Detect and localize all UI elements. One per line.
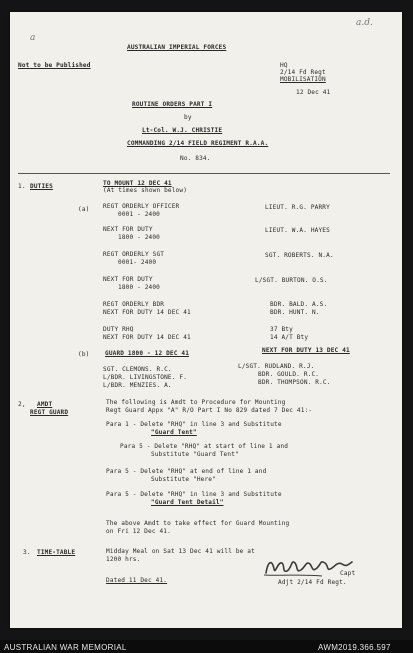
amendment-substitute: Substitute "Guard Tent" <box>151 451 239 458</box>
guard-heading: GUARD 1800 - 12 DEC 41 <box>105 350 190 357</box>
duty-next: NEXT FOR DUTY 14 DEC 41 <box>103 309 191 316</box>
amendment-intro: The following is Amdt to Procedure for Mounting <box>106 399 286 406</box>
section1-times-note: (At times shown below) <box>103 187 188 194</box>
guard-member: L/BDR. LIVINGSTONE. F. <box>103 374 188 381</box>
duty-role: REGT ORDERLY OFFICER <box>103 203 180 210</box>
duty-name: SGT. ROBERTS. N.A. <box>265 252 334 259</box>
duty-name: LIEUT. R.G. PARRY <box>265 204 330 211</box>
amendment-closing: The above Amdt to take effect for Guard Mounting <box>106 520 290 527</box>
amendment-substitute: Substitute "Here" <box>151 476 216 483</box>
footer-accession-number: AWM2019.366.597 <box>318 643 391 652</box>
section1-number: 1. <box>18 183 26 190</box>
amendment-para: Para 1 - Delete "RHQ" in line 3 and Substitute <box>106 421 282 428</box>
orders-heading: ROUTINE ORDERS PART I <box>132 101 213 108</box>
duty-battery: 37 Bty <box>270 326 293 333</box>
timetable-text: Midday Meal on Sat 13 Dec 41 will be at <box>106 548 255 555</box>
duty-name: L/SGT. BURTON. O.S. <box>255 277 328 284</box>
orders-number: No. 834. <box>180 155 211 162</box>
handwritten-mark-left: a <box>30 33 36 43</box>
location-label: MOBILISATION <box>280 76 326 83</box>
duty-time: 0001 - 2400 <box>118 211 161 218</box>
section1-mount-date: TO MOUNT 12 DEC 41 <box>103 180 172 187</box>
document-title: AUSTRALIAN IMPERIAL FORCES <box>127 44 227 51</box>
duty-name: LIEUT. W.A. HAYES <box>265 227 330 234</box>
guard-member: L/BDR. MENZIES. A. <box>103 382 172 389</box>
section2-heading: AMDT <box>37 401 53 408</box>
section3-heading: TIME-TABLE <box>37 549 76 556</box>
duty-role: DUTY RHQ <box>103 326 134 333</box>
timetable-text: 1200 hrs. <box>106 556 141 563</box>
signatory-rank: Capt <box>340 570 356 577</box>
duty-role: REGT ORDERLY BDR <box>103 301 165 308</box>
amendment-substitute: "Guard Tent Detail" <box>151 499 224 506</box>
next-guard-member: BDR. THOMPSON. R.C. <box>258 379 331 386</box>
unit-label: 2/14 Fd Regt <box>280 69 326 76</box>
next-guard-member: L/SGT. RUDLAND. R.J. <box>238 363 315 370</box>
section2-number: 2, <box>18 401 26 408</box>
orders-by: by <box>184 114 192 121</box>
duty-next: NEXT FOR DUTY 14 DEC 41 <box>103 334 191 341</box>
section1-heading: DUTIES <box>30 183 53 190</box>
footer-institution: AUSTRALIAN WAR MEMORIAL <box>4 643 127 652</box>
duty-role: NEXT FOR DUTY <box>103 276 153 283</box>
amendment-substitute: "Guard Tent" <box>151 429 197 436</box>
section-divider <box>18 173 390 174</box>
duty-time: 1800 - 2400 <box>118 234 161 241</box>
header-date: 12 Dec 41 <box>296 89 331 96</box>
duty-name: BDR. BALD. A.S. <box>270 301 328 308</box>
commanding-officer-name: Lt-Col. W.J. CHRISTIE <box>142 127 223 134</box>
handwritten-mark-right: a.d. <box>356 18 373 28</box>
duty-name: BDR. HUNT. N. <box>270 309 320 316</box>
amendment-intro: Regt Guard Appx "A" R/O Part I No 829 dated 7 Dec 41:- <box>106 407 313 414</box>
amendment-para: Para 5 - Delete "RHQ" in line 3 and Substitute <box>106 491 282 498</box>
duty-battery: 14 A/T Bty <box>270 334 309 341</box>
dated-line: Dated 11 Dec 41. <box>106 577 168 584</box>
amendment-para: Para 5 - Delete "RHQ" at end of line 1 and <box>106 468 267 475</box>
next-guard-member: BDR. GOULD. R.C. <box>258 371 320 378</box>
signatory-appointment: Adjt 2/14 Fd Regt. <box>278 579 347 586</box>
commanding-line: COMMANDING 2/14 FIELD REGIMENT R.A.A. <box>127 140 269 147</box>
hq-label: HQ <box>280 62 288 69</box>
sub-a-label: (a) <box>78 206 90 213</box>
next-guard-heading: NEXT FOR DUTY 13 DEC 41 <box>262 347 350 354</box>
section2-heading-sub: REGT GUARD <box>30 409 69 416</box>
duty-role: REGT ORDERLY SGT <box>103 251 165 258</box>
sub-b-label: (b) <box>78 351 90 358</box>
amendment-closing: on Fri 12 Dec 41. <box>106 528 171 535</box>
duty-time: 1800 - 2400 <box>118 284 161 291</box>
guard-member: SGT. CLEMONS. R.C. <box>103 366 172 373</box>
duty-role: NEXT FOR DUTY <box>103 226 153 233</box>
restriction-notice: Not to be Published <box>18 62 91 69</box>
duty-time: 0001- 2400 <box>118 259 157 266</box>
amendment-para: Para 5 - Delete "RHQ" at start of line 1 and <box>120 443 289 450</box>
section3-number: 3. <box>23 549 31 556</box>
